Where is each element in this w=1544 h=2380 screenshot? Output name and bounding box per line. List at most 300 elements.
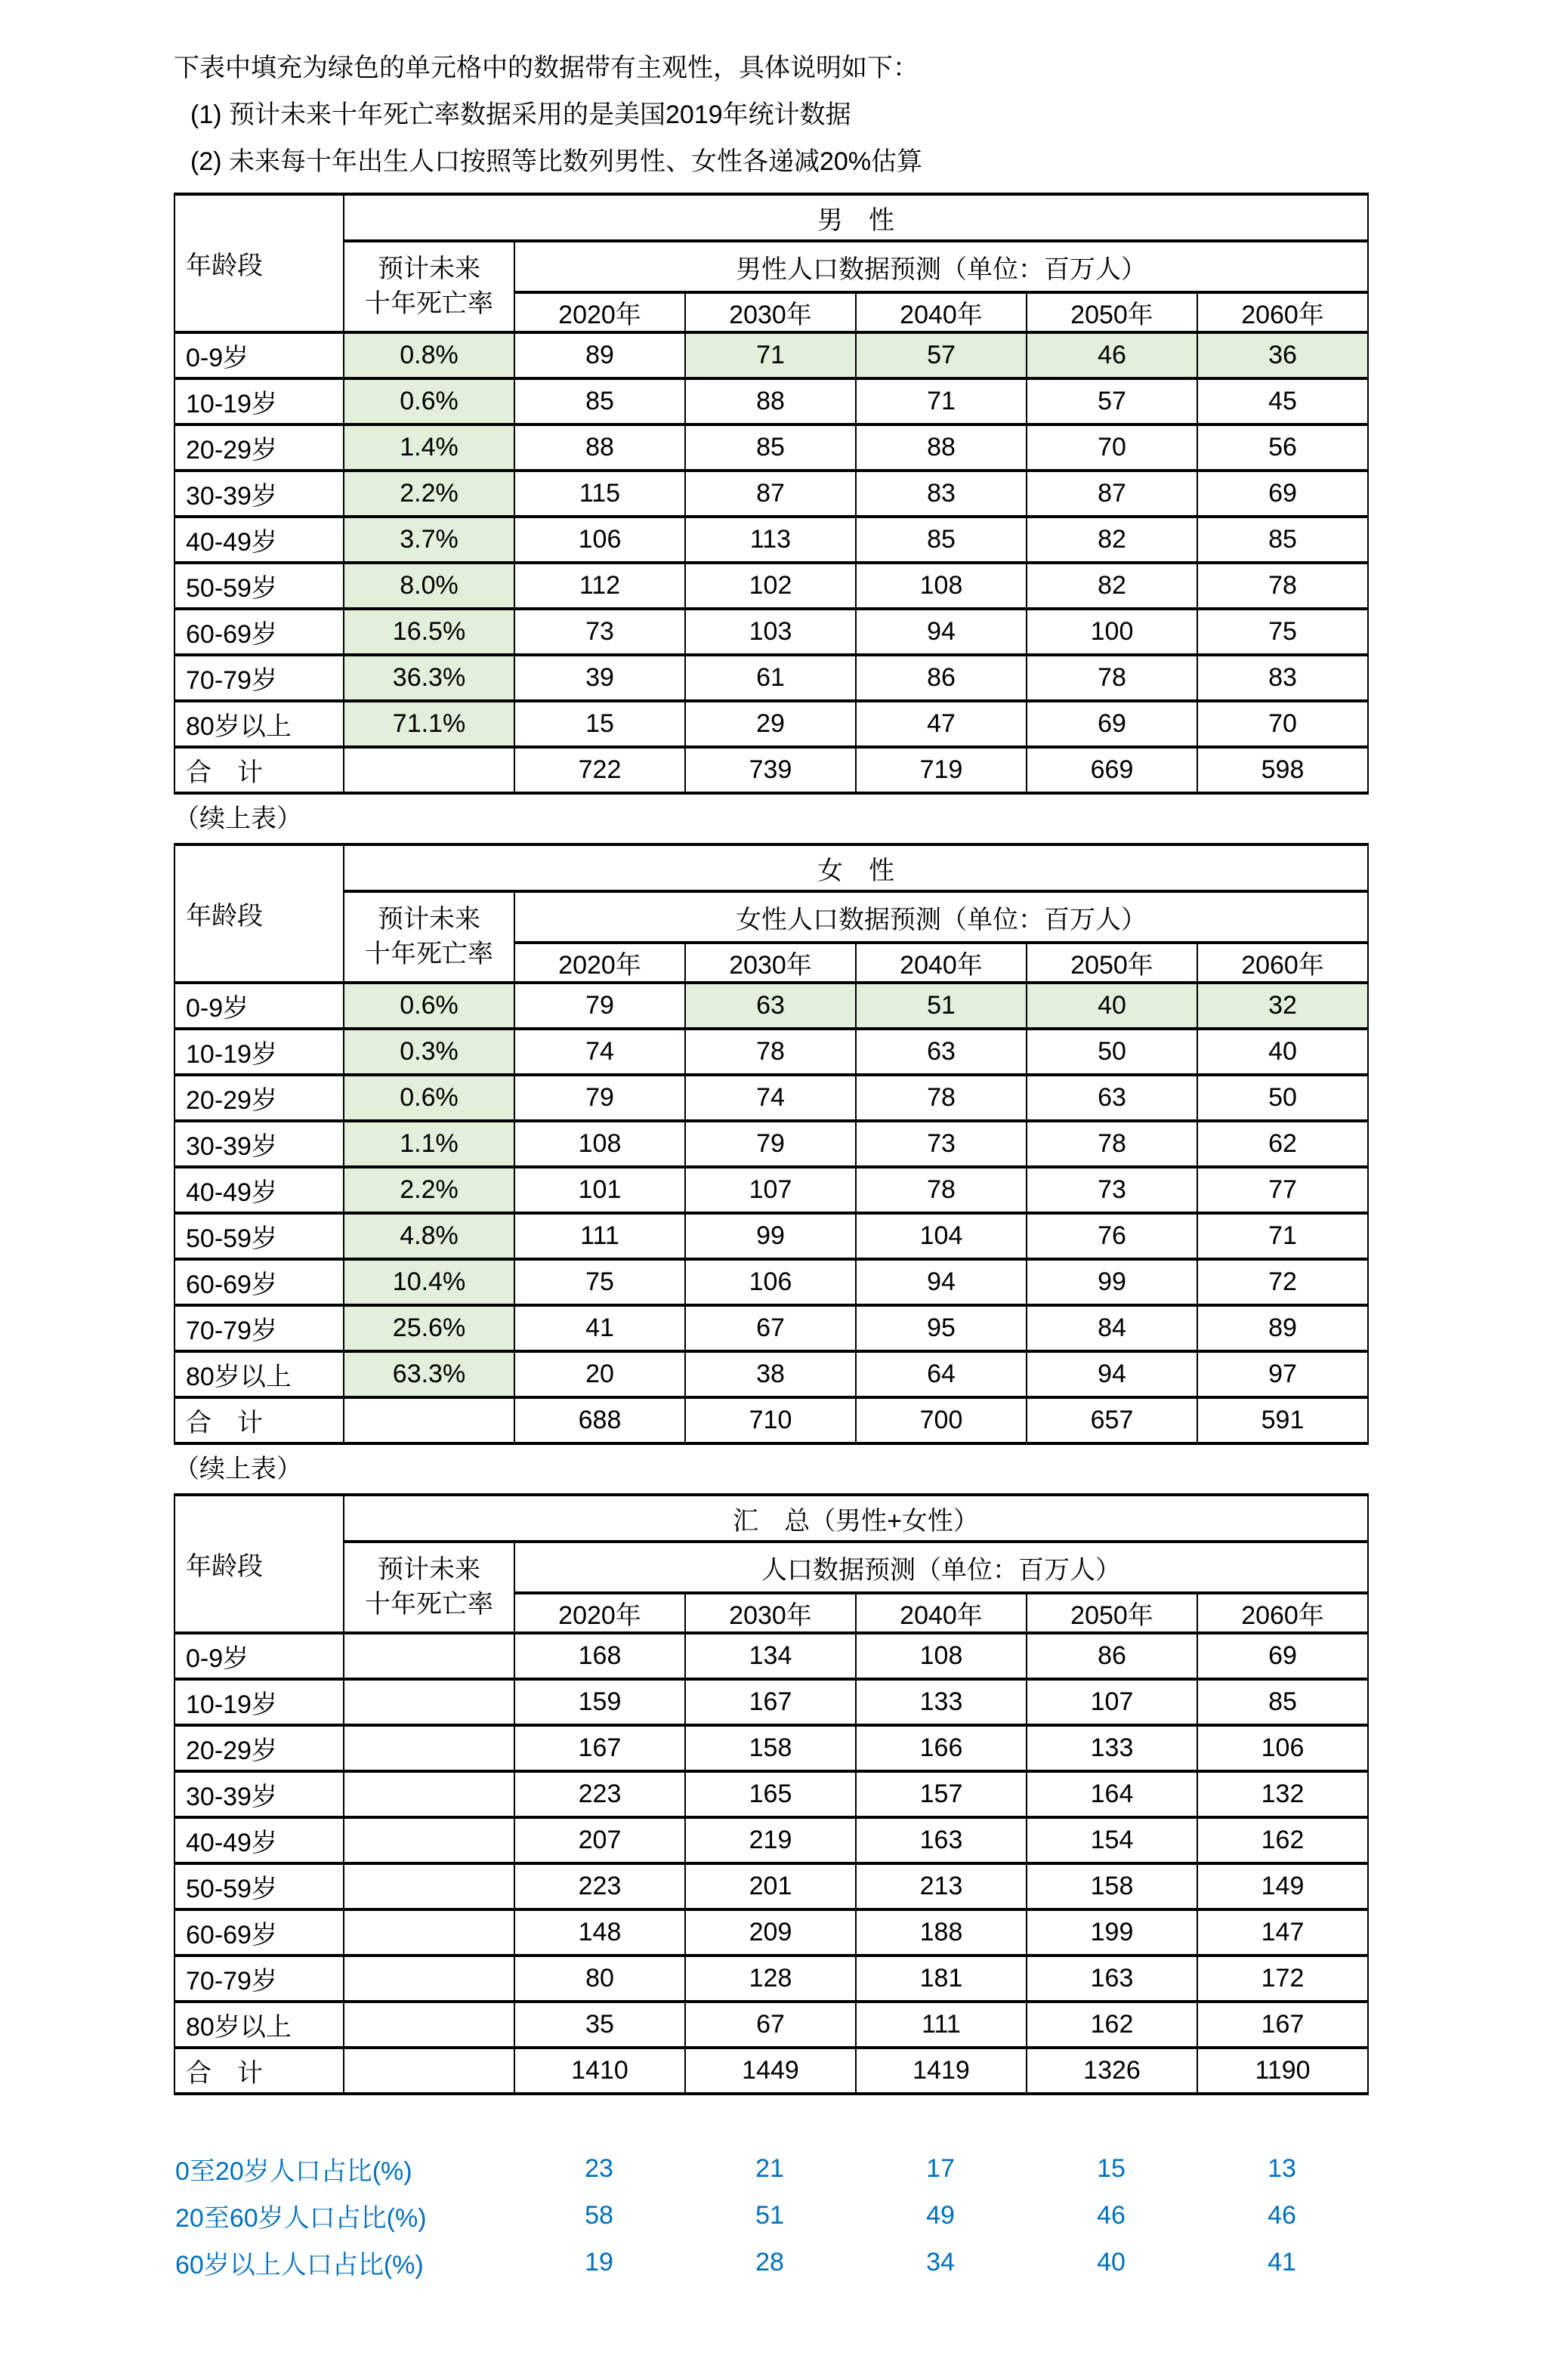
- value-cell: 1410: [514, 2048, 685, 2094]
- age-cell: 10-19岁: [174, 1029, 344, 1075]
- value-cell: 149: [1197, 1863, 1368, 1909]
- table-row: [174, 563, 1368, 609]
- mortality-column-header: [344, 891, 514, 983]
- year-header: 2030年: [685, 1593, 856, 1633]
- ratio-value: 40: [1097, 2247, 1126, 2277]
- value-cell: 108: [856, 1633, 1027, 1679]
- total-table-title: 汇 总（男性+女性）: [344, 1495, 1368, 1542]
- value-cell: 87: [685, 471, 856, 517]
- table-row: [174, 378, 1368, 424]
- year-header: 2040年: [856, 943, 1027, 983]
- female-subtitle-row: [174, 891, 1368, 943]
- mortality-cell: [344, 1633, 514, 1679]
- value-cell: 63: [856, 1029, 1027, 1075]
- value-cell: 50: [1197, 1075, 1368, 1121]
- age-cell: 10-19岁: [174, 378, 344, 424]
- age-cell: 0-9岁: [174, 1633, 344, 1679]
- male-gender-header-row: [174, 194, 1368, 241]
- ratio-value: 46: [1268, 2200, 1296, 2230]
- male-table-subtitle: 男性人口数据预测（单位：百万人）: [514, 241, 1368, 292]
- year-header: 2060年: [1197, 943, 1368, 983]
- value-cell: 29: [685, 701, 856, 747]
- female-gender-header-row: [174, 844, 1368, 891]
- age-cell: 50-59岁: [174, 1863, 344, 1909]
- value-cell: 85: [514, 378, 685, 424]
- value-cell: 163: [856, 1817, 1027, 1863]
- value-cell: 75: [514, 1259, 685, 1305]
- mortality-cell: 2.2%: [344, 471, 514, 517]
- value-cell: 108: [514, 1121, 685, 1167]
- year-header: 2060年: [1197, 1593, 1368, 1633]
- value-cell: 78: [1027, 655, 1197, 701]
- female-table-title: 女 性: [344, 844, 1368, 891]
- mortality-header-line1: 预计未来: [378, 1554, 480, 1584]
- value-cell: 199: [1027, 1909, 1197, 1956]
- value-cell: 71: [1197, 1213, 1368, 1259]
- mortality-cell: [344, 1397, 514, 1443]
- table-row: [174, 424, 1368, 471]
- year-header: 2040年: [856, 292, 1027, 332]
- value-cell: 207: [514, 1817, 685, 1863]
- value-cell: 106: [514, 517, 685, 563]
- value-cell: 95: [856, 1305, 1027, 1351]
- table-row: [174, 471, 1368, 517]
- value-cell: 223: [514, 1771, 685, 1817]
- value-cell: 67: [685, 1305, 856, 1351]
- value-cell: 700: [856, 1397, 1027, 1443]
- total-population-table: [174, 1493, 1369, 2095]
- mortality-cell: 2.2%: [344, 1167, 514, 1213]
- ratio-value: 28: [755, 2247, 784, 2277]
- value-cell: 113: [685, 517, 856, 563]
- age-cell: 40-49岁: [174, 517, 344, 563]
- mortality-cell: 0.6%: [344, 378, 514, 424]
- year-header: 2060年: [1197, 292, 1368, 332]
- value-cell: 657: [1027, 1397, 1197, 1443]
- value-cell: 87: [1027, 471, 1197, 517]
- mortality-cell: 63.3%: [344, 1351, 514, 1397]
- value-cell: 100: [1027, 609, 1197, 655]
- mortality-header-line2: 十年死亡率: [365, 289, 493, 318]
- ratio-value: 23: [585, 2153, 613, 2183]
- value-cell: 94: [856, 609, 1027, 655]
- value-cell: 164: [1027, 1771, 1197, 1817]
- value-cell: 1449: [685, 2048, 856, 2094]
- year-header: 2040年: [856, 1593, 1027, 1633]
- value-cell: 99: [685, 1213, 856, 1259]
- value-cell: 83: [1197, 655, 1368, 701]
- table-row: [174, 983, 1368, 1029]
- value-cell: 73: [1027, 1167, 1197, 1213]
- ratio-row: [174, 2145, 1367, 2192]
- value-cell: 165: [685, 1771, 856, 1817]
- year-header: 2020年: [514, 292, 685, 332]
- value-cell: 88: [685, 378, 856, 424]
- age-cell: 70-79岁: [174, 655, 344, 701]
- value-cell: 57: [856, 332, 1027, 378]
- ratio-value: 49: [926, 2200, 955, 2230]
- age-cell: 60-69岁: [174, 1259, 344, 1305]
- value-cell: 76: [1027, 1213, 1197, 1259]
- value-cell: 86: [1027, 1633, 1197, 1679]
- value-cell: 67: [685, 2002, 856, 2048]
- value-cell: 99: [1027, 1259, 1197, 1305]
- age-cell: 80岁以上: [174, 1351, 344, 1397]
- age-cell: 50-59岁: [174, 1213, 344, 1259]
- mortality-header-line1: 预计未来: [378, 904, 480, 934]
- mortality-column-header: [344, 241, 514, 332]
- value-cell: 63: [1027, 1075, 1197, 1121]
- value-cell: 64: [856, 1351, 1027, 1397]
- male-subtitle-row: [174, 241, 1368, 292]
- value-cell: 47: [856, 701, 1027, 747]
- age-cell: 20-29岁: [174, 424, 344, 471]
- table-row: [174, 747, 1368, 793]
- mortality-header-line2: 十年死亡率: [365, 1589, 493, 1619]
- value-cell: 89: [514, 332, 685, 378]
- age-cell: 30-39岁: [174, 1771, 344, 1817]
- female-table-subtitle: 女性人口数据预测（单位：百万人）: [514, 891, 1368, 943]
- value-cell: 167: [685, 1679, 856, 1725]
- value-cell: 162: [1027, 2002, 1197, 2048]
- value-cell: 45: [1197, 378, 1368, 424]
- value-cell: 101: [514, 1167, 685, 1213]
- mortality-cell: 1.1%: [344, 1121, 514, 1167]
- table-row: [174, 1029, 1368, 1075]
- value-cell: 188: [856, 1909, 1027, 1956]
- value-cell: 70: [1027, 424, 1197, 471]
- value-cell: 56: [1197, 424, 1368, 471]
- value-cell: 128: [685, 1956, 856, 2002]
- age-cell: 40-49岁: [174, 1817, 344, 1863]
- value-cell: 107: [685, 1167, 856, 1213]
- year-header: 2030年: [685, 943, 856, 983]
- age-cell: 70-79岁: [174, 1956, 344, 2002]
- total-header-row: [174, 1495, 1368, 1542]
- value-cell: 167: [1197, 2002, 1368, 2048]
- value-cell: 133: [1027, 1725, 1197, 1771]
- table-row: [174, 1771, 1368, 1817]
- table-row: [174, 1213, 1368, 1259]
- year-header: 2020年: [514, 943, 685, 983]
- age-cell: 合 计: [174, 747, 344, 793]
- value-cell: 111: [514, 1213, 685, 1259]
- value-cell: 598: [1197, 747, 1368, 793]
- year-header: 2030年: [685, 292, 856, 332]
- table-row: [174, 655, 1368, 701]
- table-row: [174, 2002, 1368, 2048]
- age-cell: 20-29岁: [174, 1075, 344, 1121]
- table-row: [174, 701, 1368, 747]
- male-population-table: [174, 193, 1369, 795]
- mortality-cell: 16.5%: [344, 609, 514, 655]
- value-cell: 219: [685, 1817, 856, 1863]
- ratio-row: [174, 2192, 1367, 2239]
- value-cell: 80: [514, 1956, 685, 2002]
- value-cell: 94: [1027, 1351, 1197, 1397]
- value-cell: 108: [856, 563, 1027, 609]
- value-cell: 78: [856, 1167, 1027, 1213]
- age-ratio-summary: [174, 2145, 1367, 2286]
- age-cell: 50-59岁: [174, 563, 344, 609]
- value-cell: 20: [514, 1351, 685, 1397]
- age-column-header: 年龄段: [174, 1495, 344, 1633]
- age-cell: 30-39岁: [174, 1121, 344, 1167]
- age-cell: 60-69岁: [174, 609, 344, 655]
- mortality-cell: 0.3%: [344, 1029, 514, 1075]
- ratio-label: 20至60岁人口占比(%): [175, 2203, 427, 2233]
- value-cell: 209: [685, 1909, 856, 1956]
- value-cell: 85: [1197, 517, 1368, 563]
- value-cell: 102: [685, 563, 856, 609]
- value-cell: 213: [856, 1863, 1027, 1909]
- value-cell: 1326: [1027, 2048, 1197, 2094]
- ratio-value: 17: [926, 2153, 955, 2183]
- value-cell: 57: [1027, 378, 1197, 424]
- mortality-cell: [344, 1679, 514, 1725]
- ratio-value: 21: [755, 2153, 784, 2183]
- mortality-cell: [344, 747, 514, 793]
- table-row: [174, 1259, 1368, 1305]
- mortality-header-line1: 预计未来: [378, 254, 480, 283]
- table-row: [174, 609, 1368, 655]
- age-cell: 合 计: [174, 2048, 344, 2094]
- value-cell: 84: [1027, 1305, 1197, 1351]
- value-cell: 85: [1197, 1679, 1368, 1725]
- value-cell: 94: [856, 1259, 1027, 1305]
- value-cell: 103: [685, 609, 856, 655]
- ratio-value: 34: [926, 2247, 955, 2277]
- value-cell: 154: [1027, 1817, 1197, 1863]
- mortality-cell: [344, 1725, 514, 1771]
- male-table-title: 男 性: [344, 194, 1368, 241]
- value-cell: 201: [685, 1863, 856, 1909]
- table-row: [174, 1725, 1368, 1771]
- ratio-value: 41: [1268, 2247, 1296, 2277]
- table-row: [174, 1956, 1368, 2002]
- value-cell: 147: [1197, 1909, 1368, 1956]
- table-row: [174, 1863, 1368, 1909]
- value-cell: 168: [514, 1633, 685, 1679]
- value-cell: 15: [514, 701, 685, 747]
- value-cell: 710: [685, 1397, 856, 1443]
- value-cell: 51: [856, 983, 1027, 1029]
- value-cell: 739: [685, 747, 856, 793]
- note-item-1: (1) 预计未来十年死亡率数据采用的是美国2019年统计数据: [190, 100, 851, 129]
- value-cell: 72: [1197, 1259, 1368, 1305]
- value-cell: 166: [856, 1725, 1027, 1771]
- age-column-header: 年龄段: [174, 844, 344, 983]
- value-cell: 104: [856, 1213, 1027, 1259]
- value-cell: 172: [1197, 1956, 1368, 2002]
- value-cell: 74: [514, 1029, 685, 1075]
- age-cell: 10-19岁: [174, 1679, 344, 1725]
- table-row: [174, 1679, 1368, 1725]
- value-cell: 71: [856, 378, 1027, 424]
- mortality-cell: 71.1%: [344, 701, 514, 747]
- value-cell: 111: [856, 2002, 1027, 2048]
- table-row: [174, 1305, 1368, 1351]
- value-cell: 62: [1197, 1121, 1368, 1167]
- value-cell: 82: [1027, 563, 1197, 609]
- table-row: [174, 1633, 1368, 1679]
- value-cell: 79: [685, 1121, 856, 1167]
- value-cell: 157: [856, 1771, 1027, 1817]
- note-item-2: (2) 未来每十年出生人口按照等比数列男性、女性各递减20%估算: [190, 147, 923, 176]
- value-cell: 78: [856, 1075, 1027, 1121]
- value-cell: 1190: [1197, 2048, 1368, 2094]
- age-cell: 80岁以上: [174, 701, 344, 747]
- value-cell: 41: [514, 1305, 685, 1351]
- value-cell: 106: [685, 1259, 856, 1305]
- value-cell: 70: [1197, 701, 1368, 747]
- mortality-cell: [344, 1863, 514, 1909]
- value-cell: 148: [514, 1909, 685, 1956]
- mortality-cell: [344, 1771, 514, 1817]
- value-cell: 74: [685, 1075, 856, 1121]
- value-cell: 163: [1027, 1956, 1197, 2002]
- table-row: [174, 1167, 1368, 1213]
- value-cell: 86: [856, 655, 1027, 701]
- value-cell: 40: [1027, 983, 1197, 1029]
- value-cell: 32: [1197, 983, 1368, 1029]
- value-cell: 133: [856, 1679, 1027, 1725]
- ratio-row: [174, 2239, 1367, 2286]
- value-cell: 40: [1197, 1029, 1368, 1075]
- value-cell: 669: [1027, 747, 1197, 793]
- mortality-cell: [344, 2002, 514, 2048]
- mortality-cell: 3.7%: [344, 517, 514, 563]
- age-cell: 40-49岁: [174, 1167, 344, 1213]
- ratio-value: 15: [1097, 2153, 1126, 2183]
- ratio-value: 51: [755, 2200, 784, 2230]
- value-cell: 107: [1027, 1679, 1197, 1725]
- age-cell: 70-79岁: [174, 1305, 344, 1351]
- value-cell: 158: [1027, 1863, 1197, 1909]
- ratio-label: 60岁以上人口占比(%): [175, 2250, 424, 2280]
- total-subtitle-row: [174, 1542, 1368, 1593]
- mortality-cell: 1.4%: [344, 424, 514, 471]
- value-cell: 158: [685, 1725, 856, 1771]
- value-cell: 89: [1197, 1305, 1368, 1351]
- table-row: [174, 1121, 1368, 1167]
- value-cell: 85: [685, 424, 856, 471]
- mortality-cell: 10.4%: [344, 1259, 514, 1305]
- mortality-header-line2: 十年死亡率: [365, 939, 493, 968]
- ratio-value: 46: [1097, 2200, 1126, 2230]
- mortality-cell: 36.3%: [344, 655, 514, 701]
- age-cell: 合 计: [174, 1397, 344, 1443]
- value-cell: 73: [514, 609, 685, 655]
- mortality-cell: 0.6%: [344, 983, 514, 1029]
- value-cell: 591: [1197, 1397, 1368, 1443]
- table-row: [174, 1075, 1368, 1121]
- continue-note-1: （续上表）: [174, 804, 302, 833]
- ratio-value: 13: [1268, 2153, 1296, 2183]
- table-row: [174, 1909, 1368, 1956]
- age-cell: 20-29岁: [174, 1725, 344, 1771]
- value-cell: 115: [514, 471, 685, 517]
- value-cell: 162: [1197, 1817, 1368, 1863]
- value-cell: 73: [856, 1121, 1027, 1167]
- value-cell: 722: [514, 747, 685, 793]
- value-cell: 50: [1027, 1029, 1197, 1075]
- table-row: [174, 1817, 1368, 1863]
- age-column-header: 年龄段: [174, 194, 344, 332]
- table-row: [174, 1397, 1368, 1443]
- mortality-cell: 25.6%: [344, 1305, 514, 1351]
- age-cell: 30-39岁: [174, 471, 344, 517]
- value-cell: 1419: [856, 2048, 1027, 2094]
- table-row: [174, 517, 1368, 563]
- table-row: [174, 1351, 1368, 1397]
- value-cell: 132: [1197, 1771, 1368, 1817]
- notes-block: [174, 45, 1367, 185]
- mortality-cell: [344, 1956, 514, 2002]
- table-row: [174, 332, 1368, 378]
- mortality-cell: [344, 1909, 514, 1956]
- value-cell: 78: [1027, 1121, 1197, 1167]
- value-cell: 88: [856, 424, 1027, 471]
- value-cell: 223: [514, 1863, 685, 1909]
- value-cell: 46: [1027, 332, 1197, 378]
- mortality-cell: [344, 1817, 514, 1863]
- year-header: 2050年: [1027, 292, 1197, 332]
- mortality-column-header: [344, 1542, 514, 1633]
- value-cell: 39: [514, 655, 685, 701]
- total-table-subtitle: 人口数据预测（单位：百万人）: [514, 1542, 1368, 1593]
- age-cell: 0-9岁: [174, 983, 344, 1029]
- value-cell: 106: [1197, 1725, 1368, 1771]
- age-cell: 0-9岁: [174, 332, 344, 378]
- value-cell: 78: [685, 1029, 856, 1075]
- value-cell: 69: [1197, 1633, 1368, 1679]
- value-cell: 181: [856, 1956, 1027, 2002]
- female-population-table: [174, 843, 1369, 1445]
- value-cell: 79: [514, 983, 685, 1029]
- year-header: 2020年: [514, 1593, 685, 1633]
- age-cell: 80岁以上: [174, 2002, 344, 2048]
- value-cell: 88: [514, 424, 685, 471]
- value-cell: 77: [1197, 1167, 1368, 1213]
- mortality-cell: 0.8%: [344, 332, 514, 378]
- value-cell: 75: [1197, 609, 1368, 655]
- year-header: 2050年: [1027, 943, 1197, 983]
- mortality-cell: 0.6%: [344, 1075, 514, 1121]
- value-cell: 35: [514, 2002, 685, 2048]
- ratio-value: 19: [585, 2247, 613, 2277]
- value-cell: 97: [1197, 1351, 1368, 1397]
- value-cell: 63: [685, 983, 856, 1029]
- ratio-label: 0至20岁人口占比(%): [175, 2156, 412, 2186]
- table-row: [174, 2048, 1368, 2094]
- mortality-cell: [344, 2048, 514, 2094]
- value-cell: 71: [685, 332, 856, 378]
- value-cell: 79: [514, 1075, 685, 1121]
- value-cell: 134: [685, 1633, 856, 1679]
- value-cell: 159: [514, 1679, 685, 1725]
- note-intro: 下表中填充为绿色的单元格中的数据带有主观性，具体说明如下：: [174, 54, 919, 82]
- value-cell: 167: [514, 1725, 685, 1771]
- year-header: 2050年: [1027, 1593, 1197, 1633]
- age-cell: 60-69岁: [174, 1909, 344, 1956]
- mortality-cell: 8.0%: [344, 563, 514, 609]
- ratio-value: 58: [585, 2200, 613, 2230]
- value-cell: 36: [1197, 332, 1368, 378]
- mortality-cell: 4.8%: [344, 1213, 514, 1259]
- value-cell: 82: [1027, 517, 1197, 563]
- value-cell: 85: [856, 517, 1027, 563]
